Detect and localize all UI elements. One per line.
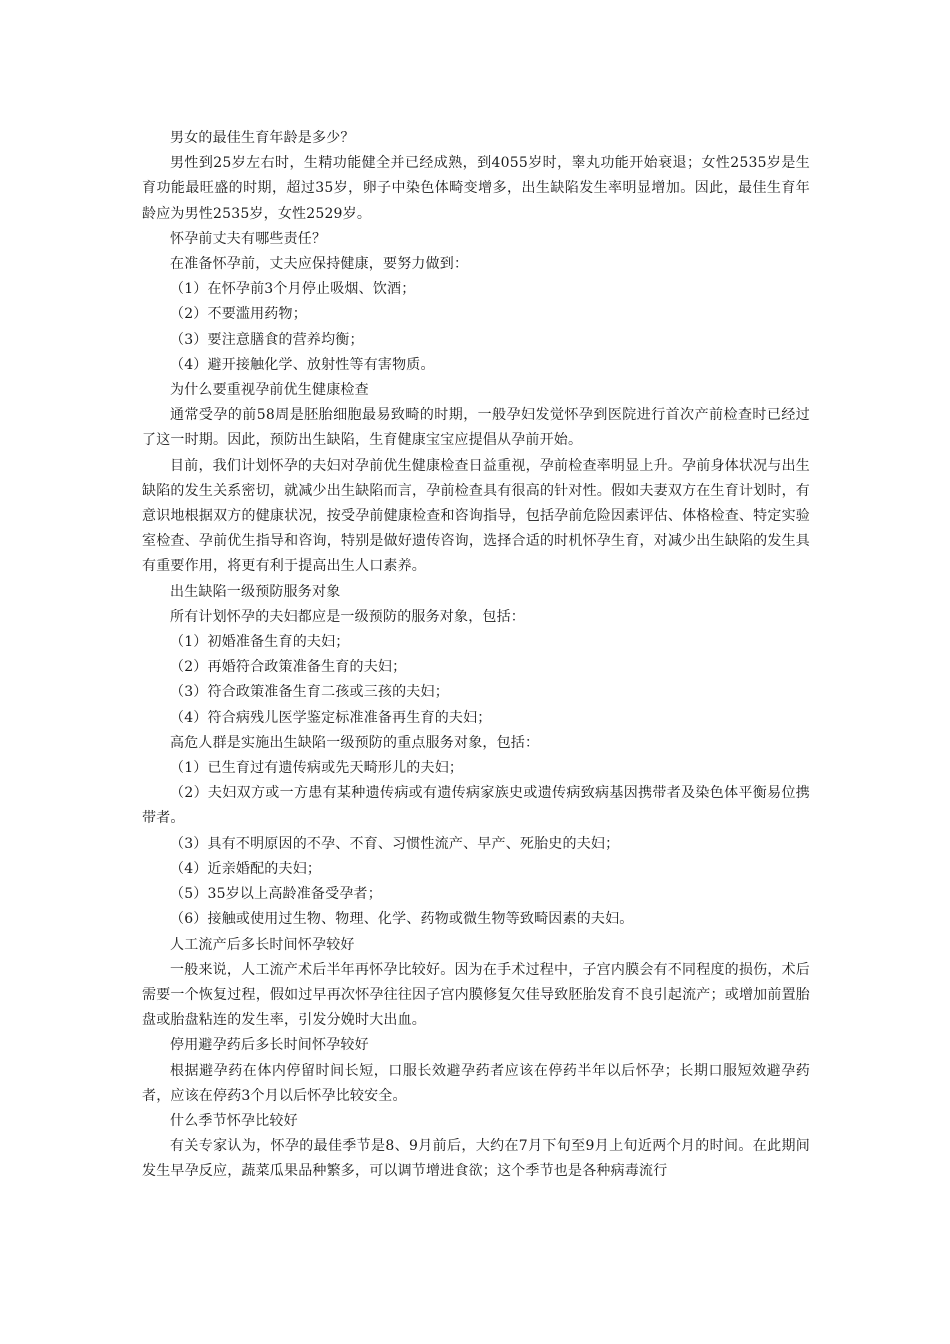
paragraph-prepregnancy-2: 目前，我们计划怀孕的夫妇对孕前优生健康检查日益重视，孕前检查率明显上升。孕前身体状况与出生缺陷的发生关系密切，就减少出生缺陷而言，孕前检查具有很高的针对性。假如夫妻双方在生育计划时，有意识地根据双方的健康状况，按受孕前健康检查和咨询指导，包括孕前危险因素评估、体格检查、特定实验室检查、孕前优生指导和咨询，特别是做好遗传咨询，选择合适的时机怀孕生育，对减少出生缺陷的发生具有重要作用，将更有利于提高出生人口素养。 xyxy=(142,457,810,575)
list-item: （4）近亲婚配的夫妇； xyxy=(170,860,322,877)
paragraph-husband-intro: 在准备怀孕前，丈夫应保持健康，要努力做到： xyxy=(170,256,469,273)
paragraph-best-age: 男性到25岁左右时，生精功能健全并已经成熟，到4055岁时，睾丸功能开始衰退；女性2535岁是生育功能最旺盛的时期，超过35岁，卵子中染色体畸变增多，出生缺陷发生率明显增加。因此，最佳生育年龄应为男性2535岁，女性2529岁。 xyxy=(142,155,810,222)
list-item: （2）夫妇双方或一方患有某种遗传病或有遗传病家族史或遗传病致病基因携带者及染色体平衡易位携带者。 xyxy=(142,785,810,827)
paragraph-after-contraceptive: 根据避孕药在体内停留时间长短，口服长效避孕药者应该在停药半年以后怀孕；长期口服短效避孕药者，应该在停药3个月以后怀孕比较安全。 xyxy=(142,1062,810,1104)
list-item: （6）接触或使用过生物、物理、化学、药物或微生物等致畸因素的夫妇。 xyxy=(170,911,634,928)
list-item: （4）避开接触化学、放射性等有害物质。 xyxy=(170,356,435,373)
list-item: （1）已生育过有遗传病或先天畸形儿的夫妇； xyxy=(170,760,464,777)
paragraph-prepregnancy-1: 通常受孕的前58周是胚胎细胞最易致畸的时期，一般孕妇发觉怀孕到医院进行首次产前检查时已经过了这一时期。因此，预防出生缺陷，生育健康宝宝应提倡从孕前开始。 xyxy=(142,407,810,449)
heading-best-age: 男女的最佳生育年龄是多少？ xyxy=(170,130,355,146)
heading-after-abortion: 人工流产后多长时间怀孕较好 xyxy=(170,936,355,953)
paragraph-best-season: 有关专家认为，怀孕的最佳季节是8、9月前后，大约在7月下旬至9月上旬近两个月的时间。在此期间发生早孕反应，蔬菜瓜果品种繁多，可以调节增进食欲；这个季节也是各种病毒流行 xyxy=(142,1138,810,1180)
list-item: （3）要注意膳食的营养均衡； xyxy=(170,331,364,348)
list-item: （2）不要滥用药物； xyxy=(170,306,307,323)
list-item: （3）符合政策准备生育二孩或三孩的夫妇； xyxy=(170,684,449,701)
list-item: （5）35岁以上高龄准备受孕者； xyxy=(170,886,382,903)
list-item: （1）初婚准备生育的夫妇； xyxy=(170,634,350,651)
heading-prepregnancy-check: 为什么要重视孕前优生健康检查 xyxy=(170,382,369,399)
heading-husband-duties: 怀孕前丈夫有哪些责任？ xyxy=(170,230,327,247)
heading-after-contraceptive: 停用避孕药后多长时间怀孕较好 xyxy=(170,1037,369,1054)
list-item: （2）再婚符合政策准备生育的夫妇； xyxy=(170,659,407,676)
paragraph-high-risk-intro: 高危人群是实施出生缺陷一级预防的重点服务对象，包括： xyxy=(170,734,540,751)
paragraph-prevention-intro: 所有计划怀孕的夫妇都应是一级预防的服务对象，包括： xyxy=(170,608,525,625)
list-item: （3）具有不明原因的不孕、不育、习惯性流产、早产、死胎史的夫妇； xyxy=(170,835,620,852)
document-body xyxy=(142,126,810,1185)
list-item: （1）在怀孕前3个月停止吸烟、饮酒； xyxy=(170,281,416,298)
list-item: （4）符合病残儿医学鉴定标准准备再生育的夫妇； xyxy=(170,709,492,726)
heading-best-season: 什么季节怀孕比较好 xyxy=(170,1112,298,1129)
paragraph-after-abortion: 一般来说，人工流产术后半年再怀孕比较好。因为在手术过程中，子宫内膜会有不同程度的损伤，术后需要一个恢复过程，假如过早再次怀孕往往因子宫内膜修复欠佳导致胚胎发育不良引起流产；或增加前置胎盘或胎盘粘连的发生率，引发分娩时大出血。 xyxy=(142,961,810,1029)
heading-prevention-targets: 出生缺陷一级预防服务对象 xyxy=(170,583,341,600)
